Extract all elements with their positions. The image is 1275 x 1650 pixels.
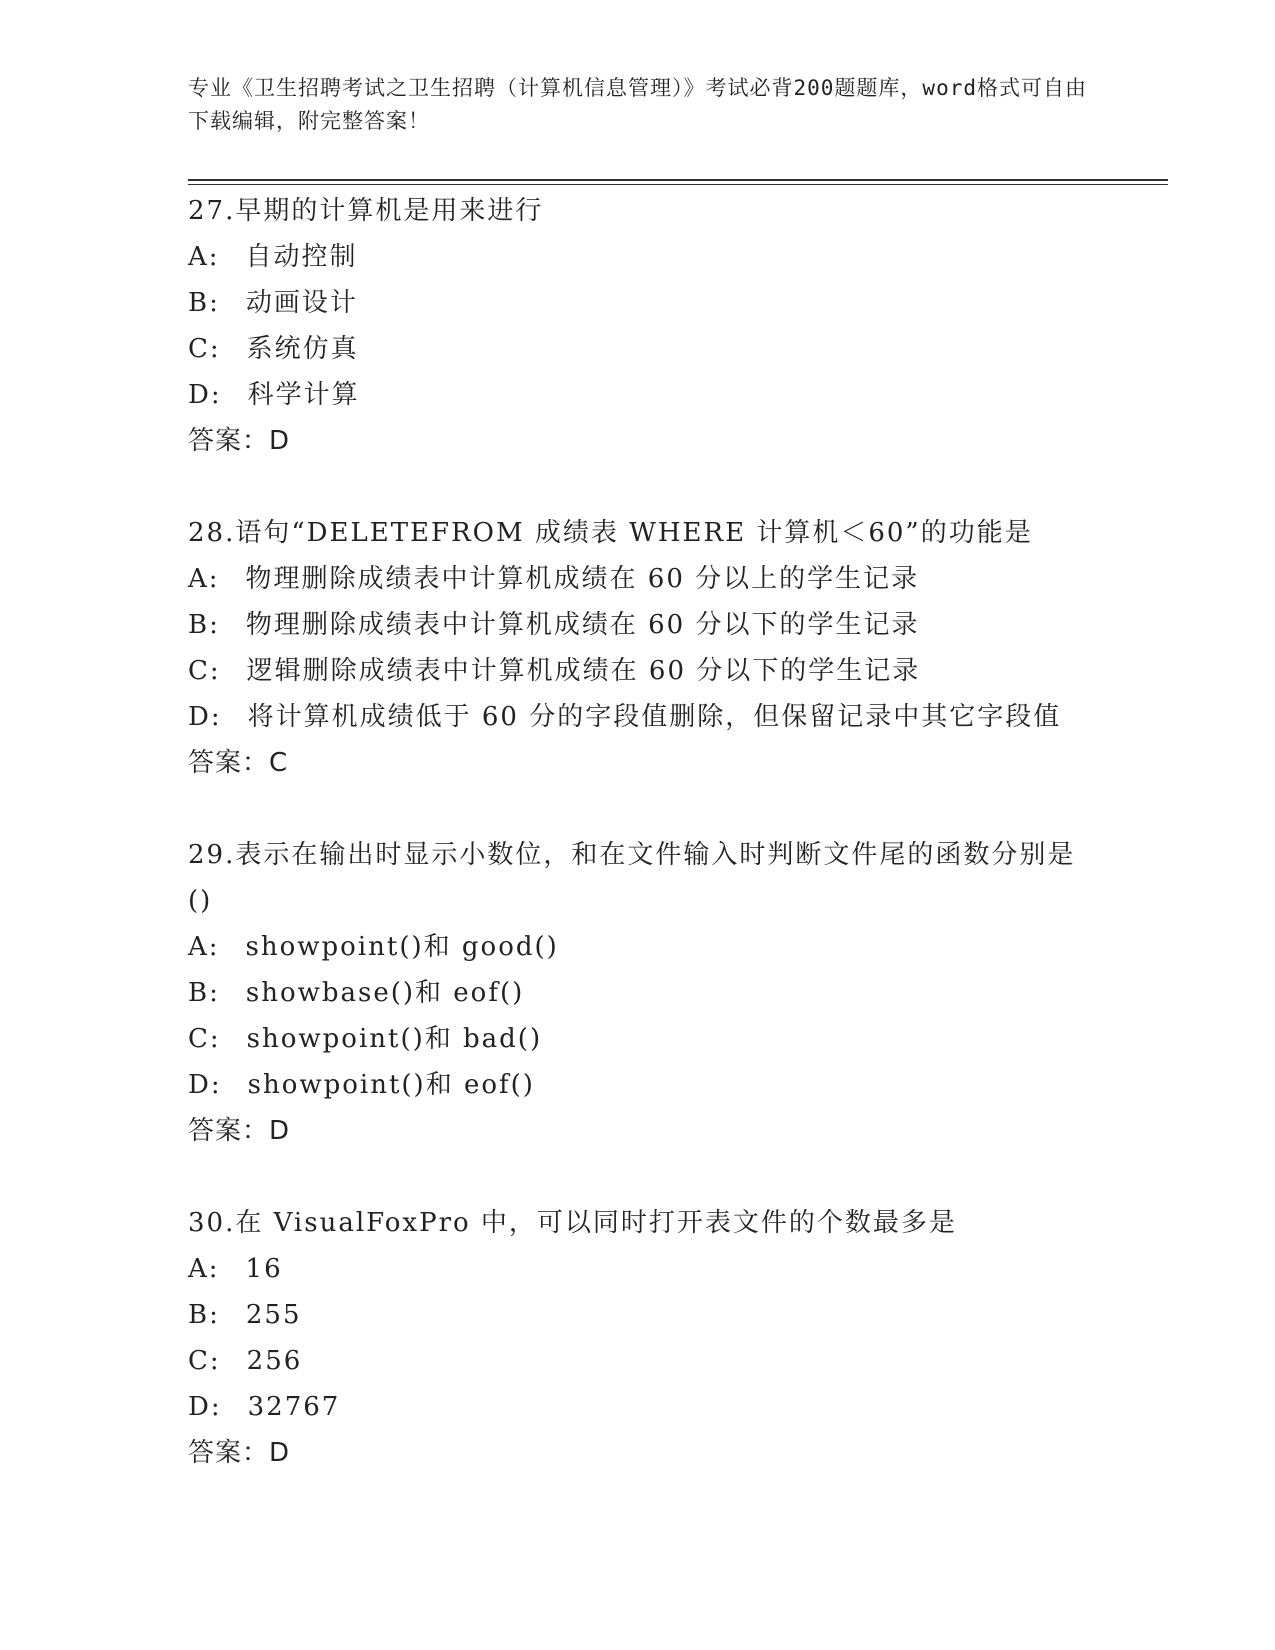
option-a [188, 1246, 1088, 1292]
option-text: 自动控制 [245, 242, 358, 272]
option-letter: B: [188, 288, 220, 318]
option-letter: D: [188, 1392, 222, 1422]
option-letter: A: [188, 242, 220, 272]
option-letter: C: [188, 656, 221, 686]
question-28 [188, 510, 1088, 832]
question-gap [188, 1154, 1088, 1200]
question-stem: 28.语句“DELETEFROM 成绩表 WHERE 计算机＜60”的功能是 [188, 518, 1033, 548]
option-text: showpoint()和 eof() [247, 1070, 535, 1100]
option-letter: A: [188, 932, 220, 962]
header-rule-thin [188, 184, 1168, 185]
option-letter: D: [188, 380, 222, 410]
option-text: 动画设计 [245, 288, 358, 318]
question-stem: 30.在 VisualFoxPro 中，可以同时打开表文件的个数最多是 [188, 1208, 957, 1238]
option-c [188, 1016, 1088, 1062]
option-letter: C: [188, 1346, 221, 1376]
option-c [188, 1338, 1088, 1384]
option-text: 256 [246, 1346, 303, 1376]
option-d [188, 372, 1088, 418]
option-text: showpoint()和 good() [245, 932, 559, 962]
option-d [188, 1062, 1088, 1108]
option-letter: A: [188, 1254, 220, 1284]
option-letter: B: [188, 1300, 220, 1330]
option-text: 科学计算 [247, 380, 360, 410]
option-text: showpoint()和 bad() [246, 1024, 543, 1054]
option-text: showbase()和 eof() [245, 978, 525, 1008]
option-text: 32767 [247, 1392, 341, 1422]
option-letter: C: [188, 334, 221, 364]
option-text: 16 [245, 1254, 283, 1284]
option-c [188, 326, 1088, 372]
question-gap [188, 464, 1088, 510]
answer-line: 答案：D [188, 426, 291, 456]
option-a [188, 234, 1088, 280]
answer-line: 答案：D [188, 1438, 291, 1468]
option-a [188, 556, 1088, 602]
option-b [188, 1292, 1088, 1338]
document-header: 专业《卫生招聘考试之卫生招聘（计算机信息管理）》考试必背200题题库，word格式可自由下载编辑，附完整答案！ [188, 76, 1087, 133]
option-text: 物理删除成绩表中计算机成绩在 60 分以下的学生记录 [245, 610, 920, 640]
option-text: 将计算机成绩低于 60 分的字段值删除，但保留记录中其它字段值 [247, 702, 1062, 732]
question-27 [188, 188, 1088, 510]
option-letter: D: [188, 702, 222, 732]
answer-line: 答案：D [188, 1116, 291, 1146]
question-list [188, 188, 1088, 1476]
option-text: 物理删除成绩表中计算机成绩在 60 分以上的学生记录 [245, 564, 920, 594]
option-letter: B: [188, 610, 220, 640]
option-text: 逻辑删除成绩表中计算机成绩在 60 分以下的学生记录 [246, 656, 921, 686]
option-d [188, 1384, 1088, 1430]
question-stem: 27.早期的计算机是用来进行 [188, 196, 544, 226]
option-c [188, 648, 1088, 694]
option-text: 系统仿真 [246, 334, 359, 364]
option-text: 255 [245, 1300, 302, 1330]
answer-line: 答案：C [188, 748, 289, 778]
option-a [188, 924, 1088, 970]
question-stem: 29.表示在输出时显示小数位，和在文件输入时判断文件尾的函数分别是() [188, 840, 1076, 916]
option-b [188, 602, 1088, 648]
option-letter: D: [188, 1070, 222, 1100]
question-30 [188, 1200, 1088, 1476]
option-b [188, 970, 1088, 1016]
option-letter: B: [188, 978, 220, 1008]
question-gap [188, 786, 1088, 832]
option-b [188, 280, 1088, 326]
option-letter: A: [188, 564, 220, 594]
header-rule-thick [188, 179, 1168, 181]
question-29 [188, 832, 1088, 1200]
option-d [188, 694, 1088, 740]
option-letter: C: [188, 1024, 221, 1054]
